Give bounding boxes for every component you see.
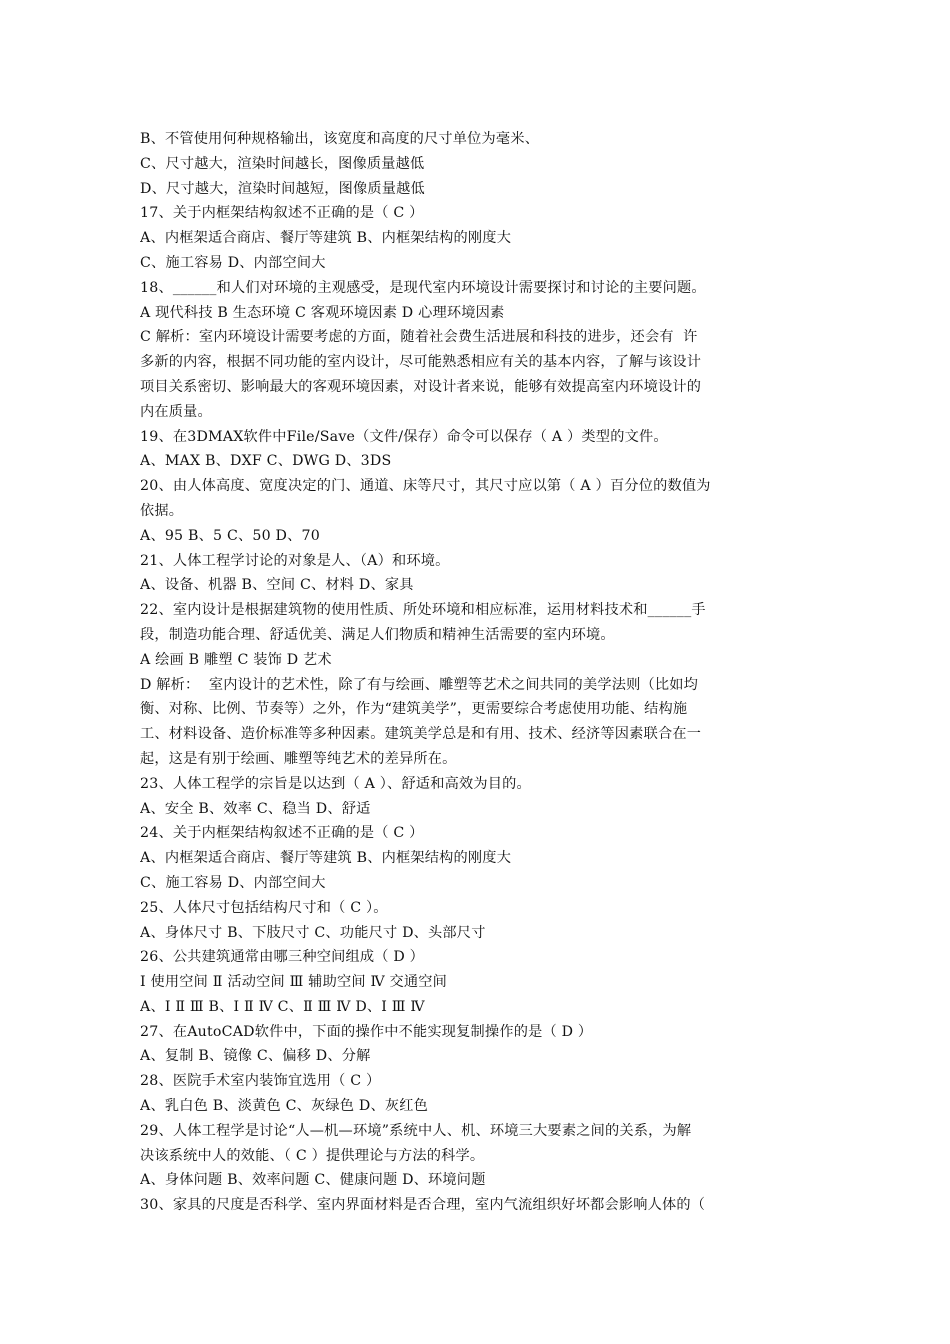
question-27: 27、在AutoCAD软件中，下面的操作中不能实现复制操作的是（ D ） [140, 1023, 593, 1040]
question-29: 29、人体工程学是讨论“人—机—环境”系统中人、机、环境三大要素之间的关系，为解 [140, 1122, 692, 1139]
question-17: 17、关于内框架结构叙述不正确的是（ C ） [140, 205, 424, 222]
text-line: 工、材料设备、造价标准等多种因素。建筑美学总是和有用、技术、经济等因素联合在一 [140, 726, 702, 743]
text-line: 段，制造功能合理、舒适优美、满足人们物质和精神生活需要的室内环境。 [140, 626, 615, 643]
text-line: 起，这是有别于绘画、雕塑等纯艺术的差异所在。 [140, 750, 457, 767]
text-line: C 解析：室内环境设计需要考虑的方面，随着社会费生活进展和科技的进步，还会有 许 [140, 329, 698, 346]
text-line: B、不管使用何种规格输出，该宽度和高度的尺寸单位为毫米、 [140, 131, 540, 147]
text-line: 依据。 [140, 502, 184, 519]
text-line: D、尺寸越大，渲染时间越短，图像质量越低 [140, 180, 425, 197]
text-line: A、乳白色 B、淡黄色 C、灰绿色 D、灰红色 [140, 1098, 429, 1115]
question-20: 20、由人体高度、宽度决定的门、通道、床等尺寸，其尺寸应以第（ A ）百分位的数值为 [140, 478, 711, 495]
text-line: 项目关系密切、影响最大的客观环境因素，对设计者来说，能够有效提高室内环境设计的 [140, 378, 702, 395]
text-line: 多新的内容，根据不同功能的室内设计，尽可能熟悉相应有关的基本内容，了解与该设计 [140, 354, 702, 371]
text-line: A、MAX B、DXF C、DWG D、3DS [140, 453, 392, 470]
text-line: A、Ⅰ Ⅱ Ⅲ B、Ⅰ Ⅱ Ⅳ C、Ⅱ Ⅲ Ⅳ D、Ⅰ Ⅲ Ⅳ [140, 998, 425, 1015]
document-body [140, 127, 812, 1218]
question-21: 21、人体工程学讨论的对象是人、（A）和环境。 [140, 552, 450, 569]
text-line: A、身体问题 B、效率问题 C、健康问题 D、环境问题 [140, 1172, 486, 1189]
text-line: A 现代科技 B 生态环境 C 客观环境因素 D 心理环境因素 [140, 304, 505, 321]
question-19: 19、在3DMAX软件中File/Save（文件/保存）命令可以保存（ A ）类型的文件。 [140, 428, 668, 445]
text-line: A、安全 B、效率 C、稳当 D、舒适 [140, 800, 371, 817]
question-24: 24、关于内框架结构叙述不正确的是（ C ） [140, 825, 424, 842]
question-30: 30、家具的尺度是否科学、室内界面材料是否合理，室内气流组织好坏都会影响人体的（ [140, 1197, 706, 1214]
text-line: A、95 B、5 C、50 D、70 [140, 527, 320, 544]
text-line: A、复制 B、镜像 C、偏移 D、分解 [140, 1048, 371, 1065]
text-line: A、设备、机器 B、空间 C、材料 D、家具 [140, 577, 414, 594]
question-23: 23、人体工程学的宗旨是以达到（ A ）、舒适和高效为目的。 [140, 775, 531, 792]
text-line: A、内框架适合商店、餐厅等建筑 B、内框架结构的刚度大 [140, 230, 512, 247]
question-25: 25、人体尺寸包括结构尺寸和（ C ）。 [140, 899, 388, 916]
question-26: 26、公共建筑通常由哪三种空间组成（ D ） [140, 949, 425, 966]
text-line: C、施工容易 D、内部空间大 [140, 874, 326, 891]
text-line: 决该系统中人的效能、（ C ）提供理论与方法的科学。 [140, 1147, 485, 1164]
text-line: C、尺寸越大，渲染时间越长，图像质量越低 [140, 155, 425, 172]
question-28: 28、医院手术室内装饰宜选用（ C ） [140, 1073, 381, 1090]
text-line: A 绘画 B 雕塑 C 装饰 D 艺术 [140, 651, 332, 668]
text-line: 衡、对称、比例、节奏等）之外，作为“建筑美学”，更需要综合考虑使用功能、结构施 [140, 701, 688, 718]
text-line: A、身体尺寸 B、下肢尺寸 C、功能尺寸 D、头部尺寸 [140, 924, 486, 941]
text-line: A、内框架适合商店、餐厅等建筑 B、内框架结构的刚度大 [140, 850, 512, 867]
text-line: 内在质量。 [140, 403, 212, 420]
text-line: C、施工容易 D、内部空间大 [140, 254, 326, 271]
question-22: 22、室内设计是根据建筑物的使用性质、所处环境和相应标准，运用材料技术和______手 [140, 602, 706, 619]
question-18: 18、______和人们对环境的主观感受，是现代室内环境设计需要探讨和讨论的主要问题。 [140, 279, 706, 296]
text-line: Ⅰ 使用空间 Ⅱ 活动空间 Ⅲ 辅助空间 Ⅳ 交通空间 [140, 974, 448, 991]
text-line: D 解析： 室内设计的艺术性，除了有与绘画、雕塑等艺术之间共同的美学法则（比如均 [140, 676, 699, 693]
